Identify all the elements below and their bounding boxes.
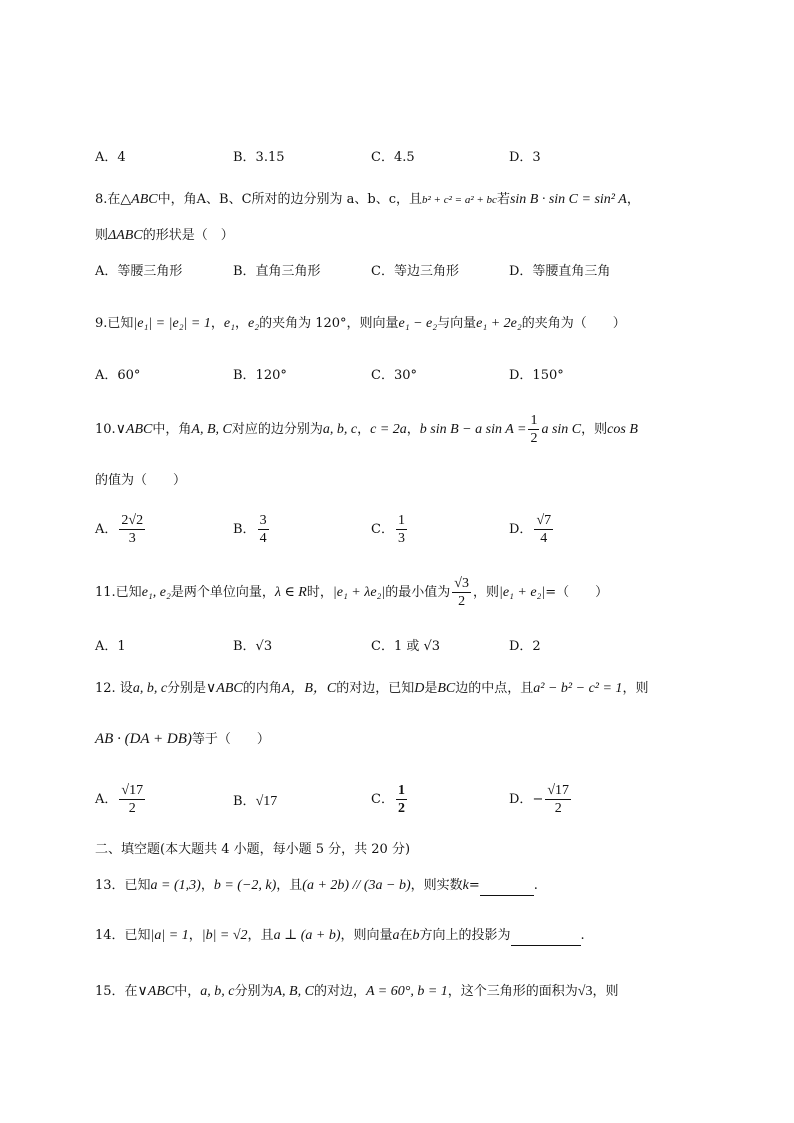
q11-text: 是两个单位向量， <box>170 585 275 600</box>
q12-text: 分别是 <box>167 681 207 696</box>
q10-text: ，则 <box>581 422 608 437</box>
q9-option-a: A．60° <box>95 368 141 383</box>
q14-norm-a: |a| = 1 <box>150 928 189 943</box>
q12-option-a <box>95 782 147 817</box>
q12-option-b-value: √17 <box>255 794 278 809</box>
q12-option-d-fraction <box>545 782 571 817</box>
option-label: D． <box>509 792 533 807</box>
q8-text: 中，角A、B、C所对的边分别为 a、b、c，且 <box>157 192 422 207</box>
q8-triangle: △ABC <box>120 192 158 207</box>
q15-area-value: √3 <box>577 984 593 999</box>
q10-angles: A, B, C <box>191 422 232 437</box>
q11-vectors: e₁, e₂ <box>141 585 171 600</box>
q13-variable-k: k <box>462 878 469 893</box>
q8-condition-1: b² + c² = a² + bc <box>422 194 497 206</box>
q9-vector-e2: e₂ <box>247 316 260 331</box>
q14-text: . <box>580 928 585 943</box>
q7-option-b: B．3.15 <box>233 150 285 165</box>
fraction-numerator: 2√2 <box>121 513 144 528</box>
q12-stem-line1 <box>95 679 648 699</box>
q12-expression: AB · (DA + DB) <box>95 731 192 747</box>
q15-text: ，这个三角形的面积为 <box>447 984 578 999</box>
q7-option-d: D．3 <box>509 150 541 165</box>
q8-text: ， <box>626 192 640 207</box>
fraction-numerator: 1 <box>530 413 538 428</box>
q12-variables: a, b, c <box>132 681 168 696</box>
q12-text: 等于（ ） <box>191 732 270 747</box>
q8-option-b: B．直角三角形 <box>233 264 321 279</box>
q11-min-fraction <box>452 575 471 610</box>
q11-text: =（ ） <box>545 585 609 600</box>
q15-stem <box>95 982 618 1002</box>
q11-text: ，则 <box>472 585 499 600</box>
q14-answer-blank[interactable] <box>511 931 581 946</box>
q9-norm-condition: |e₁| = |e₂| = 1 <box>133 316 211 331</box>
q15-text: 的对边， <box>313 984 366 999</box>
q10-triangle: ∨ABC <box>115 422 153 437</box>
fraction-denominator: 2 <box>128 801 136 816</box>
q10-option-d <box>509 512 555 547</box>
fraction-numerator: √17 <box>121 783 144 798</box>
q13-text: ，则实数 <box>410 878 463 893</box>
q10-option-c-fraction <box>396 512 407 547</box>
q12-text: 的内角 <box>242 681 282 696</box>
q8-triangle: ΔABC <box>108 228 143 243</box>
fraction-numerator: √7 <box>536 513 552 528</box>
q10-fraction-half <box>528 412 539 447</box>
q11-lambda: λ ∈ R <box>274 585 307 600</box>
q14-text: 方向上的投影为 <box>419 928 511 943</box>
fraction-numerator: √17 <box>547 783 570 798</box>
q10-text: ， <box>406 422 420 437</box>
q9-vector-e1: e₁ <box>223 316 235 331</box>
fraction-denominator: 2 <box>530 431 538 446</box>
q15-text: 中， <box>174 984 201 999</box>
fraction-numerator: 1 <box>397 513 405 528</box>
q13-text: = <box>468 878 480 893</box>
q10-option-c <box>371 512 409 547</box>
q15-text: 15．在 <box>95 984 138 999</box>
q15-variables: a, b, c <box>200 984 235 999</box>
option-label: C． <box>371 792 394 807</box>
q11-norm-target: |e₁ + e₂| <box>498 585 546 600</box>
q12-text: 边的中点，且 <box>455 681 534 696</box>
option-label: D． <box>509 522 533 537</box>
q13-answer-blank[interactable] <box>480 881 534 896</box>
fraction-numerator: 3 <box>259 513 267 528</box>
fraction-denominator: 4 <box>259 531 267 546</box>
q12-point-d: D <box>414 681 425 696</box>
q13-vector-b: b = (−2, k) <box>213 878 277 893</box>
option-label: A． <box>95 792 118 807</box>
q11-text: 时， <box>306 585 333 600</box>
q10-option-d-fraction <box>534 512 553 547</box>
q11-option-b: B．√3 <box>233 639 273 654</box>
q11-option-a: A．1 <box>95 639 126 654</box>
q8-text: 若 <box>496 192 510 207</box>
q10-sides: a, b, c <box>322 422 358 437</box>
q12-condition: a² − b² − c² = 1 <box>533 681 623 696</box>
fraction-denominator: 4 <box>540 531 548 546</box>
q10-option-a-fraction <box>119 512 145 547</box>
q9-option-d: D．150° <box>509 368 564 383</box>
q11-norm-expression: |e₁ + λe₂| <box>332 585 386 600</box>
q7-option-a: A．4 <box>95 150 126 165</box>
q15-triangle: ∨ABC <box>137 984 175 999</box>
q11-text: 11.已知 <box>95 585 142 600</box>
q12-option-d <box>509 782 573 817</box>
q12-stem-line2 <box>95 729 270 750</box>
q13-text: ， <box>200 878 214 893</box>
option-label: C． <box>371 522 394 537</box>
q14-norm-b: |b| = √2 <box>201 928 248 943</box>
q8-option-a: A．等腰三角形 <box>95 264 183 279</box>
q10-target: cos B <box>607 422 638 437</box>
q12-option-c <box>371 782 409 817</box>
fraction-denominator: 3 <box>397 531 405 546</box>
fraction-denominator: 3 <box>128 531 136 546</box>
q8-option-c: C．等边三角形 <box>371 264 459 279</box>
q12-text: ，则 <box>622 681 649 696</box>
q8-stem-line1 <box>95 190 640 210</box>
q11-stem <box>95 574 608 612</box>
q10-text: ， <box>357 422 371 437</box>
q14-vector-a: a <box>392 928 400 943</box>
q10-option-a <box>95 512 147 547</box>
q8-text: 8.在 <box>95 192 121 207</box>
q10-condition-2: b sin B − a sin A = <box>419 422 527 437</box>
q12-segment: BC <box>437 681 456 696</box>
q12-text: 的对边，已知 <box>336 681 415 696</box>
q14-text: 14．已知 <box>95 928 151 943</box>
q13-text: ，且 <box>276 878 303 893</box>
q14-perpendicular-condition: a ⊥ (a + b) <box>273 928 341 943</box>
q9-option-b: B．120° <box>233 368 287 383</box>
q13-parallel-condition: (a + 2b) // (3a − b) <box>302 878 411 893</box>
fraction-denominator: 2 <box>554 801 562 816</box>
q12-angles: A，B，C <box>281 681 337 696</box>
q14-text: ， <box>188 928 202 943</box>
option-label: A． <box>95 522 118 537</box>
q10-option-b-fraction <box>258 512 269 547</box>
q15-condition: A = 60°, b = 1 <box>365 984 448 999</box>
q11-text: 的最小值为 <box>385 585 451 600</box>
q11-option-d: D．2 <box>509 639 541 654</box>
q10-text: 中，角 <box>152 422 192 437</box>
q12-option-d-sign: − <box>532 792 544 807</box>
fraction-numerator: 1 <box>397 783 405 798</box>
q15-angles: A, B, C <box>273 984 314 999</box>
q14-text: ，则向量 <box>340 928 393 943</box>
q10-stem-line1 <box>95 412 638 448</box>
q12-triangle: ∨ABC <box>206 681 243 696</box>
q8-text: 则 <box>95 228 109 243</box>
q10-option-b <box>233 512 271 547</box>
q12-option-b <box>233 792 277 812</box>
q15-text: ，则 <box>592 984 619 999</box>
q10-condition-2-tail: a sin C <box>541 422 582 437</box>
q9-text: 的夹角为（ ） <box>521 316 626 331</box>
q12-text: 12. 设 <box>95 681 133 696</box>
fraction-numerator: √3 <box>454 576 469 591</box>
q9-expression-1: e₁ − e₂ <box>398 316 438 331</box>
q8-condition-2: sin B · sin C = sin² A <box>509 192 627 207</box>
q9-text: 的夹角为 120°，则向量 <box>259 316 399 331</box>
option-label: B． <box>233 794 256 809</box>
q12-option-a-fraction <box>119 782 145 817</box>
q10-stem-line2: 的值为（ ） <box>95 473 187 488</box>
q9-text: 与向量 <box>437 316 477 331</box>
q12-text: 是 <box>424 681 438 696</box>
q11-option-c: C．1 或 √3 <box>371 639 441 654</box>
q10-text: 10. <box>95 422 116 437</box>
q14-vector-b: b <box>412 928 420 943</box>
fraction-denominator: 2 <box>458 594 466 609</box>
fraction-denominator: 2 <box>397 801 405 816</box>
section-heading-fill-in: 二、填空题(本大题共 4 小题，每小题 5 分，共 20 分) <box>95 842 411 857</box>
q9-text: 9.已知 <box>95 316 134 331</box>
q8-text: 的形状是（ ） <box>142 228 234 243</box>
q12-option-c-fraction <box>396 782 407 817</box>
q13-text: 13．已知 <box>95 878 151 893</box>
q14-text: ，且 <box>247 928 274 943</box>
q8-stem-line2 <box>95 226 234 246</box>
q9-expression-2: e₁ + 2e₂ <box>476 316 522 331</box>
q14-text: 在 <box>399 928 413 943</box>
q7-option-c: C．4.5 <box>371 150 415 165</box>
q13-vector-a: a = (1,3) <box>150 878 201 893</box>
q15-text: 分别为 <box>234 984 274 999</box>
q13-text: . <box>533 878 538 893</box>
option-label: B． <box>233 522 256 537</box>
q9-option-c: C．30° <box>371 368 417 383</box>
q8-option-d: D．等腰直角三角 <box>509 264 611 279</box>
q10-condition-1: c = 2a <box>370 422 407 437</box>
q9-stem <box>95 314 626 334</box>
q14-stem <box>95 926 585 946</box>
q13-stem <box>95 876 538 896</box>
q10-text: 对应的边分别为 <box>231 422 323 437</box>
q9-text: ， <box>234 316 248 331</box>
q9-text: ， <box>210 316 224 331</box>
